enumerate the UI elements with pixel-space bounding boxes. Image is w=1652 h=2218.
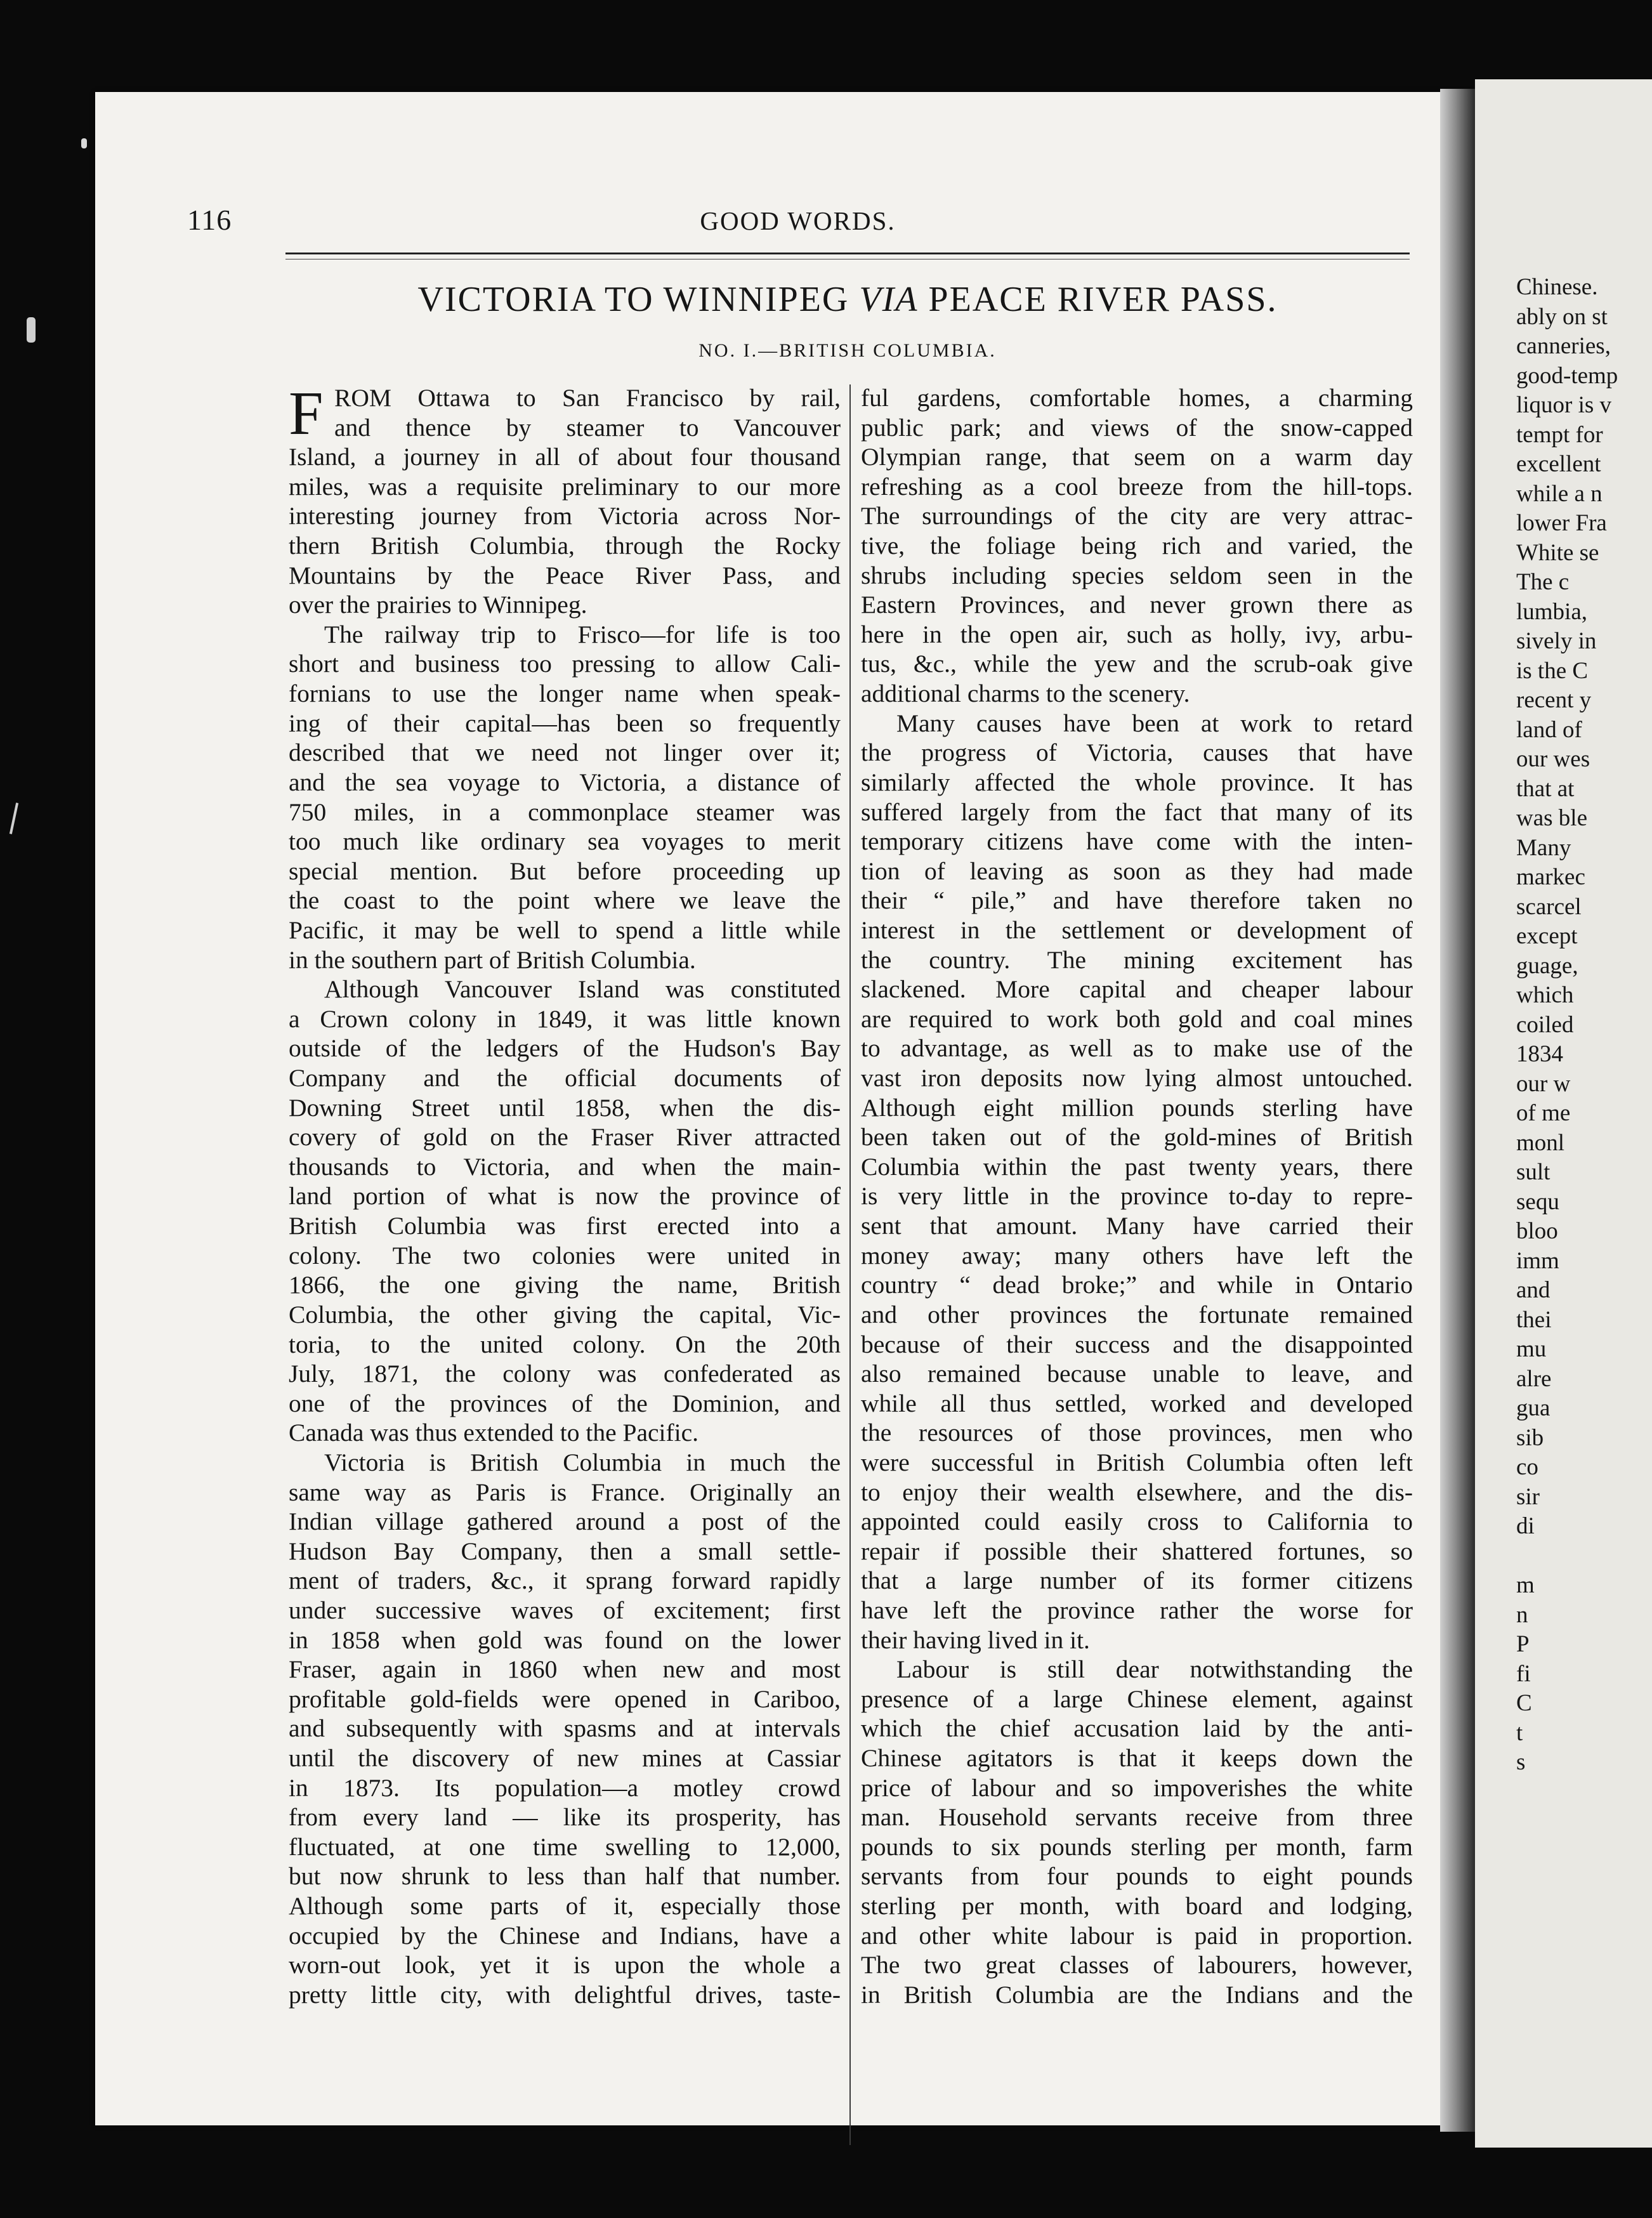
text-line: to advantage, as well as to make use of the [861, 1034, 1413, 1063]
text-line: the progress of Victoria, causes that have [861, 738, 1413, 767]
article-title [285, 279, 1410, 320]
drop-cap: F [289, 379, 324, 448]
text-line: Victoria is British Columbia in much the [324, 1448, 841, 1476]
adjacent-text-line: s [1516, 1749, 1526, 1775]
text-line: ing of their capital—has been so frequently [289, 709, 841, 737]
text-line: public park; and views of the snow-capped [861, 413, 1413, 442]
text-line: pretty little city, with delightful drives, taste- [289, 1980, 841, 2009]
text-line: and other white labour is paid in proportion. [861, 1921, 1413, 1950]
text-line: Eastern Provinces, and never grown there as [861, 591, 1413, 619]
text-line: pounds to six pounds sterling per month, farm [861, 1832, 1413, 1861]
adjacent-text-line: except [1516, 923, 1578, 949]
text-line: Although some parts of it, especially those [289, 1892, 841, 1920]
adjacent-text-line: gua [1516, 1395, 1550, 1421]
text-line: have left the province rather the worse for [861, 1596, 1413, 1624]
text-line: profitable gold-fields were opened in Cariboo, [289, 1684, 841, 1713]
adjacent-text-line: land of [1516, 716, 1582, 743]
adjacent-text-line: our wes [1516, 746, 1590, 772]
text-line: are required to work both gold and coal mines [861, 1004, 1413, 1033]
text-line: Olympian range, that seem on a warm day [861, 443, 1413, 471]
adjacent-text-line: n [1516, 1601, 1528, 1628]
adjacent-text-line: markec [1516, 864, 1585, 890]
text-line: Canada was thus extended to the Pacific. [289, 1419, 699, 1447]
text-line: over the prairies to Winnipeg. [289, 591, 587, 619]
adjacent-text-line: that at [1516, 775, 1575, 802]
adjacent-text-line: Many [1516, 834, 1571, 861]
adjacent-text-line: co [1516, 1454, 1538, 1480]
text-line: Downing Street until 1858, when the dis- [289, 1093, 841, 1122]
adjacent-text-line: canneries, [1516, 333, 1611, 359]
text-line: appointed could easily cross to California to [861, 1507, 1413, 1536]
adjacent-text-line: t [1516, 1719, 1523, 1746]
text-line: interesting journey from Victoria across Nor- [289, 502, 841, 530]
text-line: The two great classes of labourers, however, [861, 1951, 1413, 1979]
text-line: Fraser, again in 1860 when new and most [289, 1655, 841, 1684]
text-line: slackened. More capital and cheaper labour [861, 975, 1413, 1004]
text-line: Many causes have been at work to retard [896, 709, 1413, 737]
adjacent-text-line: di [1516, 1513, 1535, 1539]
adjacent-text-line: sir [1516, 1483, 1540, 1510]
text-line: and subsequently with spasms and at intervals [289, 1714, 841, 1743]
text-line: Company and the official documents of [289, 1064, 841, 1093]
text-line: while all thus settled, worked and developed [861, 1389, 1413, 1417]
text-line: their having lived in it. [861, 1625, 1090, 1654]
adjacent-text-line: excellent [1516, 451, 1601, 477]
scan-speck [10, 803, 18, 834]
page-header [187, 203, 1408, 247]
text-line: vast iron deposits now lying almost untouched. [861, 1064, 1413, 1093]
adjacent-text-line: recent y [1516, 687, 1592, 713]
text-line: ment of traders, &c., it sprang forward rapidly [289, 1566, 841, 1595]
page-number: 116 [187, 204, 232, 236]
text-line: Pacific, it may be well to spend a little while [289, 915, 841, 944]
text-line: tive, the foliage being rich and varied, the [861, 532, 1413, 560]
text-line: same way as Paris is France. Originally an [289, 1478, 841, 1506]
text-line: Although eight million pounds sterling have [861, 1093, 1413, 1122]
text-line: price of labour and so impoverishes the white [861, 1773, 1413, 1802]
adjacent-text-line: sively in [1516, 628, 1597, 654]
adjacent-page-text [1516, 273, 1652, 1778]
adjacent-text-line: thei [1516, 1306, 1552, 1333]
adjacent-text-line: liquor is v [1516, 392, 1612, 418]
adjacent-text-line: guage, [1516, 952, 1578, 979]
adjacent-text-line: sequ [1516, 1188, 1559, 1215]
adjacent-text-line: which [1516, 982, 1574, 1008]
adjacent-text-line: while a n [1516, 480, 1603, 507]
adjacent-text-line [1516, 1542, 1652, 1572]
text-line: from every land — like its prosperity, has [289, 1803, 841, 1832]
text-line: covery of gold on the Fraser River attracted [289, 1123, 841, 1152]
text-line: outside of the ledgers of the Hudson's Bay [289, 1034, 841, 1063]
text-line: which the chief accusation laid by the anti- [861, 1714, 1413, 1743]
text-line: miles, was a requisite preliminary to our more [289, 472, 841, 501]
text-line: Labour is still dear notwithstanding the [896, 1655, 1413, 1684]
text-line: that a large number of its former citizens [861, 1566, 1413, 1595]
text-line: tion of leaving as soon as they had made [861, 856, 1413, 885]
text-line: too much like ordinary sea voyages to merit [289, 827, 841, 856]
text-line: sterling per month, with board and lodging, [861, 1892, 1413, 1920]
text-line: presence of a large Chinese element, against [861, 1684, 1413, 1713]
adjacent-text-line: imm [1516, 1247, 1559, 1274]
adjacent-page [1475, 79, 1652, 2148]
text-line: the resources of those provinces, men who [861, 1419, 1413, 1447]
text-line: and thence by steamer to Vancouver [334, 413, 841, 442]
adjacent-text-line: was ble [1516, 805, 1587, 831]
text-line: and other provinces the fortunate remained [861, 1300, 1413, 1329]
adjacent-text-line: scarcel [1516, 893, 1582, 920]
text-line: here in the open air, such as holly, ivy, arbu- [861, 620, 1413, 648]
text-line: were successful in British Columbia often left [861, 1448, 1413, 1476]
text-line: servants from four pounds to eight pounds [861, 1862, 1413, 1891]
text-line: interest in the settlement or development of [861, 915, 1413, 944]
text-line: under successive waves of excitement; first [289, 1596, 841, 1624]
adjacent-text-line: The c [1516, 569, 1570, 595]
adjacent-text-line: good-temp [1516, 362, 1618, 389]
article-subtitle: NO. I.—BRITISH COLUMBIA. [698, 340, 997, 361]
adjacent-text-line: sib [1516, 1424, 1544, 1451]
adjacent-text-line: coiled [1516, 1011, 1574, 1038]
text-line: Chinese agitators is that it keeps down the [861, 1744, 1413, 1773]
adjacent-text-line: Chinese. [1516, 274, 1598, 300]
text-line: described that we need not linger over it; [289, 738, 841, 767]
adjacent-text-line: and [1516, 1277, 1550, 1303]
left-column [289, 379, 841, 2010]
text-line: also remained because unable to leave, and [861, 1360, 1413, 1388]
text-line: until the discovery of new mines at Cassiar [289, 1744, 841, 1773]
scan-speck [27, 317, 36, 343]
text-line: sent that amount. Many have carried their [861, 1212, 1413, 1240]
text-line: thousands to Victoria, and when the main- [289, 1152, 841, 1181]
adjacent-text-line: lower Fra [1516, 510, 1607, 536]
text-line: but now shrunk to less than half that number. [289, 1862, 841, 1891]
text-line: the coast to the point where we leave the [289, 886, 841, 915]
text-line: in the southern part of British Columbia. [289, 945, 696, 974]
adjacent-text-line: our w [1516, 1070, 1571, 1097]
title-via: VIA [859, 280, 919, 319]
adjacent-text-line: is the C [1516, 657, 1589, 684]
text-line: one of the provinces of the Dominion, and [289, 1389, 841, 1417]
adjacent-text-line: bloo [1516, 1218, 1558, 1244]
adjacent-text-line: monl [1516, 1129, 1565, 1156]
text-line: a Crown colony in 1849, it was little known [289, 1004, 841, 1033]
text-line: in British Columbia are the Indians and the [861, 1980, 1413, 2009]
text-line: 1866, the one giving the name, British [289, 1271, 841, 1299]
text-line: ful gardens, comfortable homes, a charming [861, 384, 1413, 412]
text-line: because of their success and the disappointed [861, 1330, 1413, 1358]
title-part-2: PEACE RIVER PASS. [928, 280, 1278, 319]
text-line: Hudson Bay Company, then a small settle- [289, 1537, 841, 1565]
adjacent-text-line: tempt for [1516, 421, 1603, 448]
text-line: money away; many others have left the [861, 1241, 1413, 1270]
adjacent-text-line: 1834 [1516, 1041, 1563, 1067]
text-line: country “ dead broke;” and while in Ontario [861, 1271, 1413, 1299]
text-line: toria, to the united colony. On the 20th [289, 1330, 841, 1358]
text-line: colony. The two colonies were united in [289, 1241, 841, 1270]
text-line: land portion of what is now the province of [289, 1182, 841, 1211]
text-line: tus, &c., while the yew and the scrub-oak give [861, 650, 1413, 678]
text-line: Columbia within the past twenty years, there [861, 1152, 1413, 1181]
text-line: Mountains by the Peace River Pass, and [289, 561, 841, 589]
book-gutter [1440, 89, 1475, 2132]
adjacent-text-line: mu [1516, 1336, 1547, 1362]
text-line: The surroundings of the city are very attrac- [861, 502, 1413, 530]
text-line: the country. The mining excitement has [861, 945, 1413, 974]
text-line: thern British Columbia, through the Rocky [289, 532, 841, 560]
text-line: British Columbia was first erected into a [289, 1212, 841, 1240]
text-line: similarly affected the whole province. It has [861, 768, 1413, 796]
right-column [861, 383, 1413, 2010]
adjacent-text-line: White se [1516, 539, 1599, 566]
title-part-1: VICTORIA TO WINNIPEG [417, 280, 849, 319]
text-line: Indian village gathered around a post of the [289, 1507, 841, 1536]
adjacent-text-line: lumbia, [1516, 598, 1588, 625]
text-line: fluctuated, at one time swelling to 12,000, [289, 1832, 841, 1861]
text-line: to enjoy their wealth elsewhere, and the dis- [861, 1478, 1413, 1506]
adjacent-text-line: sult [1516, 1159, 1550, 1185]
text-line: been taken out of the gold-mines of British [861, 1123, 1413, 1152]
text-line: worn-out look, yet it is upon the whole a [289, 1951, 841, 1979]
adjacent-text-line: m [1516, 1572, 1535, 1598]
text-line: 750 miles, in a commonplace steamer was [289, 797, 841, 826]
text-line: their “ pile,” and have therefore taken no [861, 886, 1413, 915]
text-line: Columbia, the other giving the capital, Vic- [289, 1300, 841, 1329]
text-line: man. Household servants receive from three [861, 1803, 1413, 1832]
text-line: Although Vancouver Island was constituted [324, 975, 841, 1004]
text-line: suffered largely from the fact that many of its [861, 797, 1413, 826]
adjacent-text-line: alre [1516, 1365, 1552, 1392]
text-line: The railway trip to Frisco—for life is too [324, 620, 841, 648]
scan-speck [81, 138, 87, 148]
text-line: Island, a journey in all of about four thousand [289, 443, 841, 471]
header-rule [285, 253, 1410, 254]
text-line: short and business too pressing to allow Cali- [289, 650, 841, 678]
text-line: additional charms to the scenery. [861, 679, 1190, 708]
adjacent-text-line: ably on st [1516, 303, 1608, 330]
text-line: special mention. But before proceeding up [289, 856, 841, 885]
text-line: occupied by the Chinese and Indians, have a [289, 1921, 841, 1950]
text-line: and the sea voyage to Victoria, a distance of [289, 768, 841, 796]
text-line: refreshing as a cool breeze from the hill-tops. [861, 472, 1413, 501]
text-line: fornians to use the longer name when speak- [289, 679, 841, 708]
adjacent-text-line: P [1516, 1631, 1530, 1657]
text-line: in 1858 when gold was found on the lower [289, 1625, 841, 1654]
text-line: in 1873. Its population—a motley crowd [289, 1773, 841, 1802]
text-line: July, 1871, the colony was confederated as [289, 1360, 841, 1388]
running-head: GOOD WORDS. [700, 206, 896, 235]
adjacent-text-line: C [1516, 1690, 1532, 1716]
adjacent-text-line: fi [1516, 1660, 1531, 1687]
text-line: shrubs including species seldom seen in the [861, 561, 1413, 589]
text-line: temporary citizens have come with the inten- [861, 827, 1413, 856]
column-divider [849, 384, 851, 2145]
text-line: ROM Ottawa to San Francisco by rail, [334, 384, 841, 412]
text-line: repair if possible their shattered fortunes, so [861, 1537, 1413, 1565]
text-line: is very little in the province to-day to repre- [861, 1182, 1413, 1211]
adjacent-text-line: of me [1516, 1100, 1571, 1126]
